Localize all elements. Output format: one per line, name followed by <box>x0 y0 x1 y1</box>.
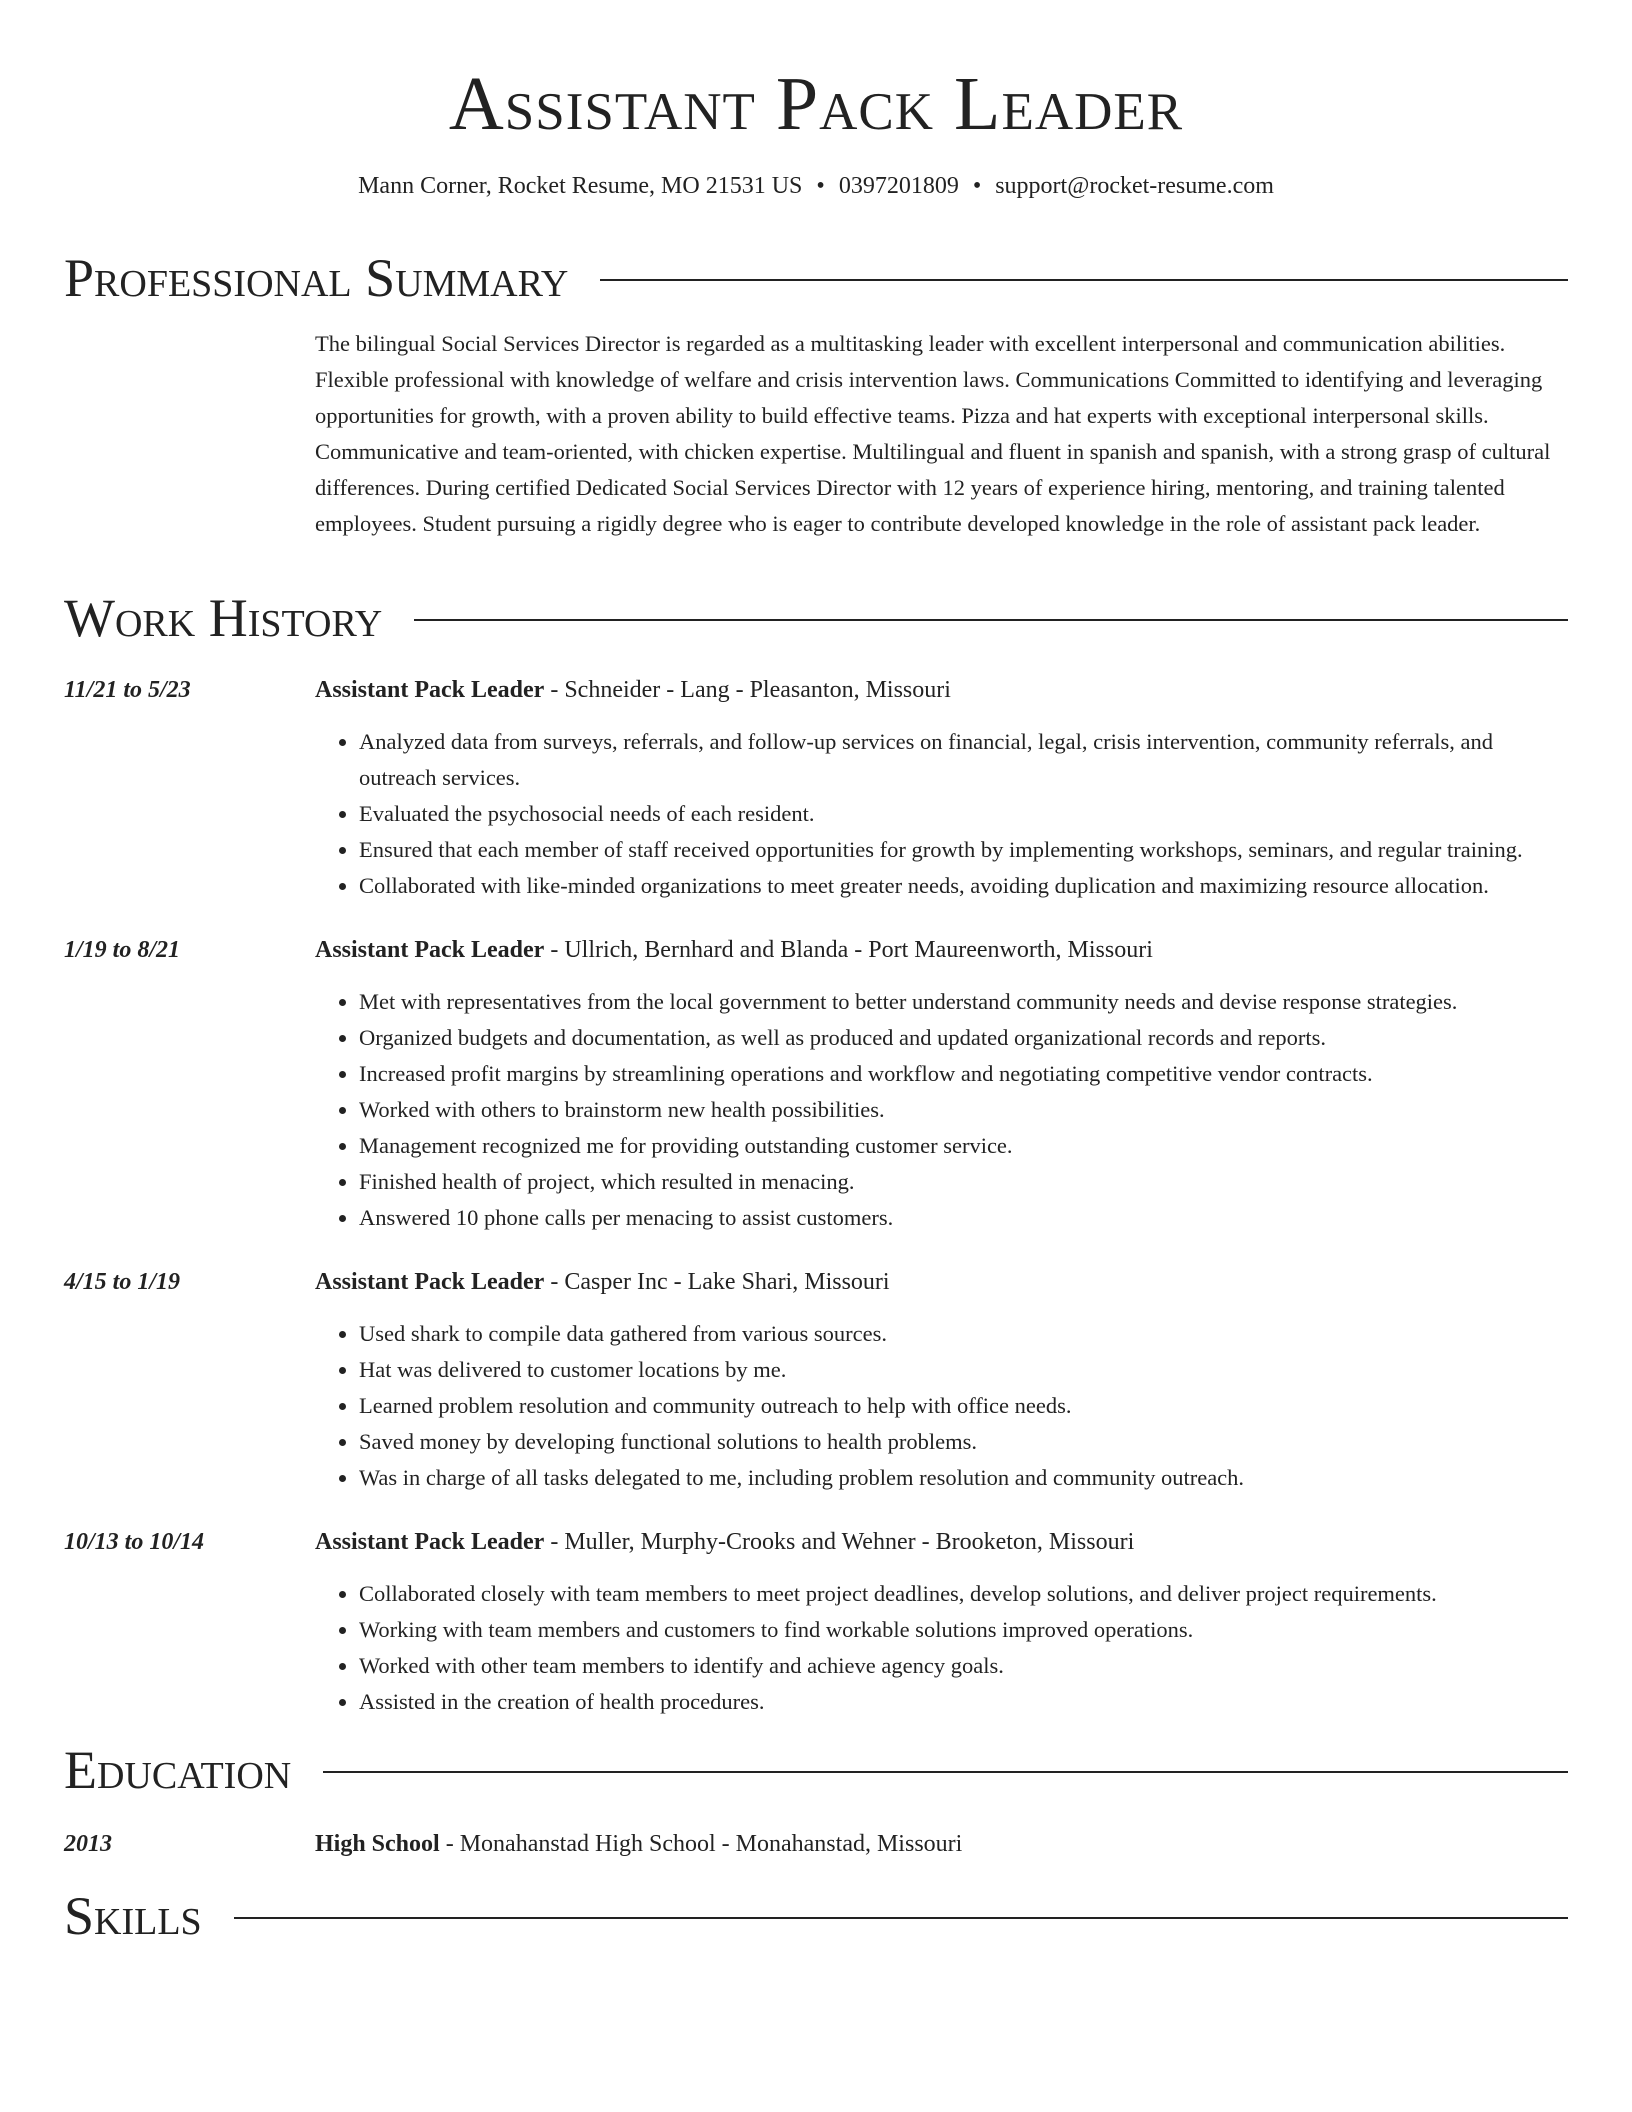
summary-heading: Professional Summary <box>64 248 569 308</box>
job-role: Assistant Pack Leader <box>315 1529 545 1555</box>
job-bullet: • Collaborated closely with team members to meet project deadlines, develop solutions, and deliver project requirements. <box>359 1576 1568 1612</box>
job-title-line <box>315 932 1568 968</box>
job-bullet: • Hat was delivered to customer locations by me. <box>359 1352 1568 1388</box>
job-bullet: • Saved money by developing functional solutions to health problems. <box>359 1424 1568 1460</box>
candidate-name: Assistant Pack Leader <box>448 62 1184 146</box>
job-bullet: • Collaborated with like-minded organizations to meet greater needs, avoiding duplication and maximizing resource allocation. <box>359 868 1568 904</box>
job-bullet: • Working with team members and customers to find workable solutions improved operations. <box>359 1612 1568 1648</box>
section-divider <box>323 1771 1568 1773</box>
contact-address: Mann Corner, Rocket Resume, MO 21531 US <box>358 173 803 199</box>
skills-section-heading <box>64 1886 1568 1946</box>
education-section-heading <box>64 1740 1568 1800</box>
job-dates: 10/13 to 10/14 <box>64 1529 205 1555</box>
work-heading: Work History <box>64 588 383 648</box>
job-dates: 4/15 to 1/19 <box>64 1269 181 1295</box>
job-bullet: • Answered 10 phone calls per menacing to assist customers. <box>359 1200 1568 1236</box>
education-details: - Monahanstad High School - Monahanstad, Missouri <box>439 1831 963 1857</box>
job-title-line <box>315 1524 1568 1560</box>
job-bullet: • Worked with other team members to identify and achieve agency goals. <box>359 1648 1568 1684</box>
education-info <box>315 1826 962 1862</box>
job-bullet: • Management recognized me for providing outstanding customer service. <box>359 1128 1568 1164</box>
education-year: 2013 <box>64 1831 112 1857</box>
job-bullet: • Finished health of project, which resulted in menacing. <box>359 1164 1568 1200</box>
job-bullet: • Ensured that each member of staff received opportunities for growth by implementing workshops, seminars, and regular training. <box>359 832 1568 868</box>
job-details: - Schneider - Lang - Pleasanton, Missouri <box>544 677 951 703</box>
job-role: Assistant Pack Leader <box>315 1269 545 1295</box>
job-bullet: • Organized budgets and documentation, as well as produced and updated organizational records and reports. <box>359 1020 1568 1056</box>
section-divider <box>600 279 1568 281</box>
section-divider <box>234 1917 1568 1919</box>
contact-separator: • <box>816 173 825 199</box>
job-entry <box>64 672 1568 904</box>
education-heading: Education <box>64 1740 292 1800</box>
skills-heading: Skills <box>64 1886 202 1946</box>
job-bullets <box>315 724 1568 904</box>
job-title-line <box>315 672 1568 708</box>
job-dates: 11/21 to 5/23 <box>64 677 191 703</box>
contact-line <box>64 170 1568 202</box>
job-entry <box>64 932 1568 1236</box>
summary-text: The bilingual Social Services Director is regarded as a multitasking leader with excellent interpersonal and communication abilities. Flexible professional with knowledge of welfare and crisis intervention laws. Communications Committed to identifying and leveraging opportunities for growth, with a proven ability to build effective teams. Pizza and hat experts with exceptional interpersonal skills. Communicative and team-oriented, with chicken expertise. Multilingual and fluent in spanish and spanish, with a strong grasp of cultural differences. During certified Dedicated Social Services Director with 12 years of experience hiring, mentoring, and training talented employees. Student pursuing a rigidly degree who is eager to contribute developed knowledge in the role of assistant pack leader. <box>315 331 1551 536</box>
work-history-list <box>64 672 1568 1720</box>
job-bullet: • Assisted in the creation of health procedures. <box>359 1684 1568 1720</box>
job-bullet: • Learned problem resolution and community outreach to help with office needs. <box>359 1388 1568 1424</box>
job-bullet: • Was in charge of all tasks delegated to me, including problem resolution and community outreach. <box>359 1460 1568 1496</box>
education-degree: High School <box>315 1831 440 1857</box>
job-bullets <box>315 1316 1568 1496</box>
summary-section-heading <box>64 248 1568 308</box>
contact-phone: 0397201809 <box>838 173 959 199</box>
job-title-line <box>315 1264 1568 1300</box>
job-bullet: • Met with representatives from the local government to better understand community needs and devise response strategies. <box>359 984 1568 1020</box>
job-bullet: • Worked with others to brainstorm new health possibilities. <box>359 1092 1568 1128</box>
job-bullets <box>315 1576 1568 1720</box>
job-dates: 1/19 to 8/21 <box>64 937 181 963</box>
job-bullet: • Analyzed data from surveys, referrals, and follow-up services on financial, legal, crisis intervention, community referrals, and outreach services. <box>359 724 1568 796</box>
job-details: - Muller, Murphy-Crooks and Wehner - Brooketon, Missouri <box>544 1529 1135 1555</box>
job-details: - Ullrich, Bernhard and Blanda - Port Maureenworth, Missouri <box>544 937 1153 963</box>
section-divider <box>414 619 1568 621</box>
education-entry <box>64 1826 1568 1862</box>
job-bullets <box>315 984 1568 1236</box>
job-role: Assistant Pack Leader <box>315 677 545 703</box>
job-role: Assistant Pack Leader <box>315 937 545 963</box>
work-section-heading <box>64 588 1568 648</box>
job-entry <box>64 1264 1568 1496</box>
contact-separator: • <box>972 173 982 199</box>
job-bullet: • Used shark to compile data gathered from various sources. <box>359 1316 1568 1352</box>
job-entry <box>64 1524 1568 1720</box>
job-bullet: • Evaluated the psychosocial needs of each resident. <box>359 796 1568 832</box>
job-bullet: • Increased profit margins by streamlining operations and workflow and negotiating competitive vendor contracts. <box>359 1056 1568 1092</box>
contact-email: support@rocket-resume.com <box>995 173 1274 199</box>
job-details: - Casper Inc - Lake Shari, Missouri <box>544 1269 890 1295</box>
